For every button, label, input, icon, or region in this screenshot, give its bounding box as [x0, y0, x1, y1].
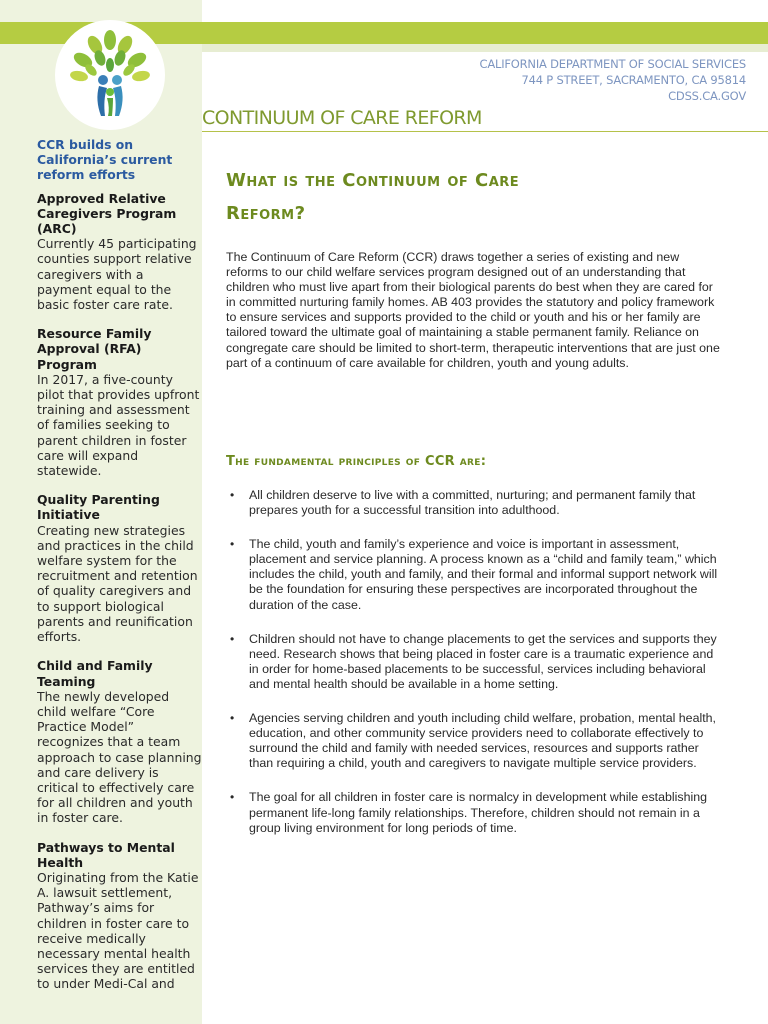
bullet-icon: •: [230, 711, 235, 726]
sidebar-title: CCR builds on California’s current reform efforts: [37, 137, 173, 183]
list-item: [230, 632, 724, 692]
sidebar-item-title: Child and Family Teaming: [37, 658, 153, 689]
sidebar-item-body: The newly developed child welfare “Core Practice Model” recognizes that a team approach to case planning and care delivery is critical to effectively care for all children and youth in foster care.: [37, 688, 202, 826]
list-item: [230, 488, 724, 518]
sidebar: [37, 137, 202, 999]
intro-paragraph: The Continuum of Care Reform (CCR) draws together a series of existing and new reforms to our child welfare services program designed out of an understanding that children who must live apart from their biological parents do best when they are cared for in committed nurturing family homes. AB 403 provides the statutory and policy framework to ensure services and supports provided to the child or youth and his or her family are tailored toward the ultimate goal of maintaining a stable permanent family. Reliance on congregate care should be limited to short-term, therapeutic interventions that are just one part of a continuum of care available for children, youth and young adults.: [226, 250, 720, 370]
sidebar-item-body: Originating from the Katie A. lawsuit settlement, Pathway’s aims for children in foster care to receive medically necessary mental health services they are entitled to under Medi-Cal and: [37, 869, 199, 992]
sidebar-item: [37, 191, 202, 313]
page-title-line2: Reform?: [226, 203, 306, 225]
sidebar-item-title: Resource Family Approval (RFA) Program: [37, 326, 152, 372]
bullet-icon: •: [230, 537, 235, 552]
principles-list: [230, 488, 724, 855]
page-title-line1: What is the Continuum of Care: [226, 170, 520, 192]
sidebar-item-body: Currently 45 participating counties support relative caregivers with a payment equal to the basic foster care rate.: [37, 236, 197, 313]
principle-text: All children deserve to live with a committed, nurturing; and permanent family that prepares youth for a successful transition into adulthood.: [249, 488, 696, 518]
principle-text: The goal for all children in foster care is normalcy in development while establishing permanent life-long family relationships. Therefore, children should not remain in a group living environment for long periods of time.: [249, 790, 707, 835]
tree-with-figures-logo-icon: [55, 20, 165, 130]
agency-website: CDSS.CA.GOV: [668, 89, 746, 103]
list-item: [230, 711, 724, 771]
sidebar-item: [37, 840, 202, 992]
sidebar-item-body: Creating new strategies and practices in the child welfare system for the recruitment and retention of quality caregivers and to support biological parents and reunification efforts.: [37, 522, 198, 645]
sidebar-item-title: Pathways to Mental Health: [37, 839, 175, 870]
page-title: [226, 164, 726, 230]
agency-address-block: [479, 56, 746, 104]
sidebar-item: [37, 492, 202, 644]
principle-text: The child, youth and family’s experience and voice is important in assessment, placement and service planning. A process known as a “child and family team,” which includes the child, youth and family, and their formal and informal support network will be the foundation for ensuring these perspectives are incorporated throughout the duration of the case.: [249, 537, 718, 612]
list-item: [230, 790, 724, 835]
header-divider: [202, 131, 768, 132]
sidebar-item: [37, 658, 202, 825]
principle-text: Agencies serving children and youth including child welfare, probation, mental health, education, and other community service providers need to collaborate effectively to surround the child and family with needed services, resources and supports rather than requiring a child, youth and caregivers to navigate multiple service providers.: [249, 711, 716, 771]
principle-text: Children should not have to change placements to get the services and supports they need. Research shows that being placed in foster care is a traumatic experience and in order for home-based placements to be successful, services including behavioral and mental health should be available in a home setting.: [249, 631, 717, 691]
program-title: CONTINUUM OF CARE REFORM: [202, 107, 482, 129]
sidebar-item-title: Quality Parenting Initiative: [37, 492, 160, 523]
sidebar-item-body: In 2017, a five-county pilot that provides upfront training and assessment of families seeking to parent children in foster care will expand statewide.: [37, 371, 200, 479]
bullet-icon: •: [230, 790, 235, 805]
list-item: [230, 537, 724, 612]
header-band-light: [202, 44, 768, 52]
agency-street: 744 P STREET, SACRAMENTO, CA 95814: [521, 73, 746, 87]
principles-heading: The fundamental principles of CCR are:: [226, 453, 487, 469]
sidebar-item-title: Approved Relative Caregivers Program (ARC): [37, 190, 177, 237]
bullet-icon: •: [230, 488, 235, 502]
sidebar-item: [37, 326, 202, 478]
bullet-icon: •: [230, 631, 235, 646]
agency-name: CALIFORNIA DEPARTMENT OF SOCIAL SERVICES: [479, 57, 746, 71]
